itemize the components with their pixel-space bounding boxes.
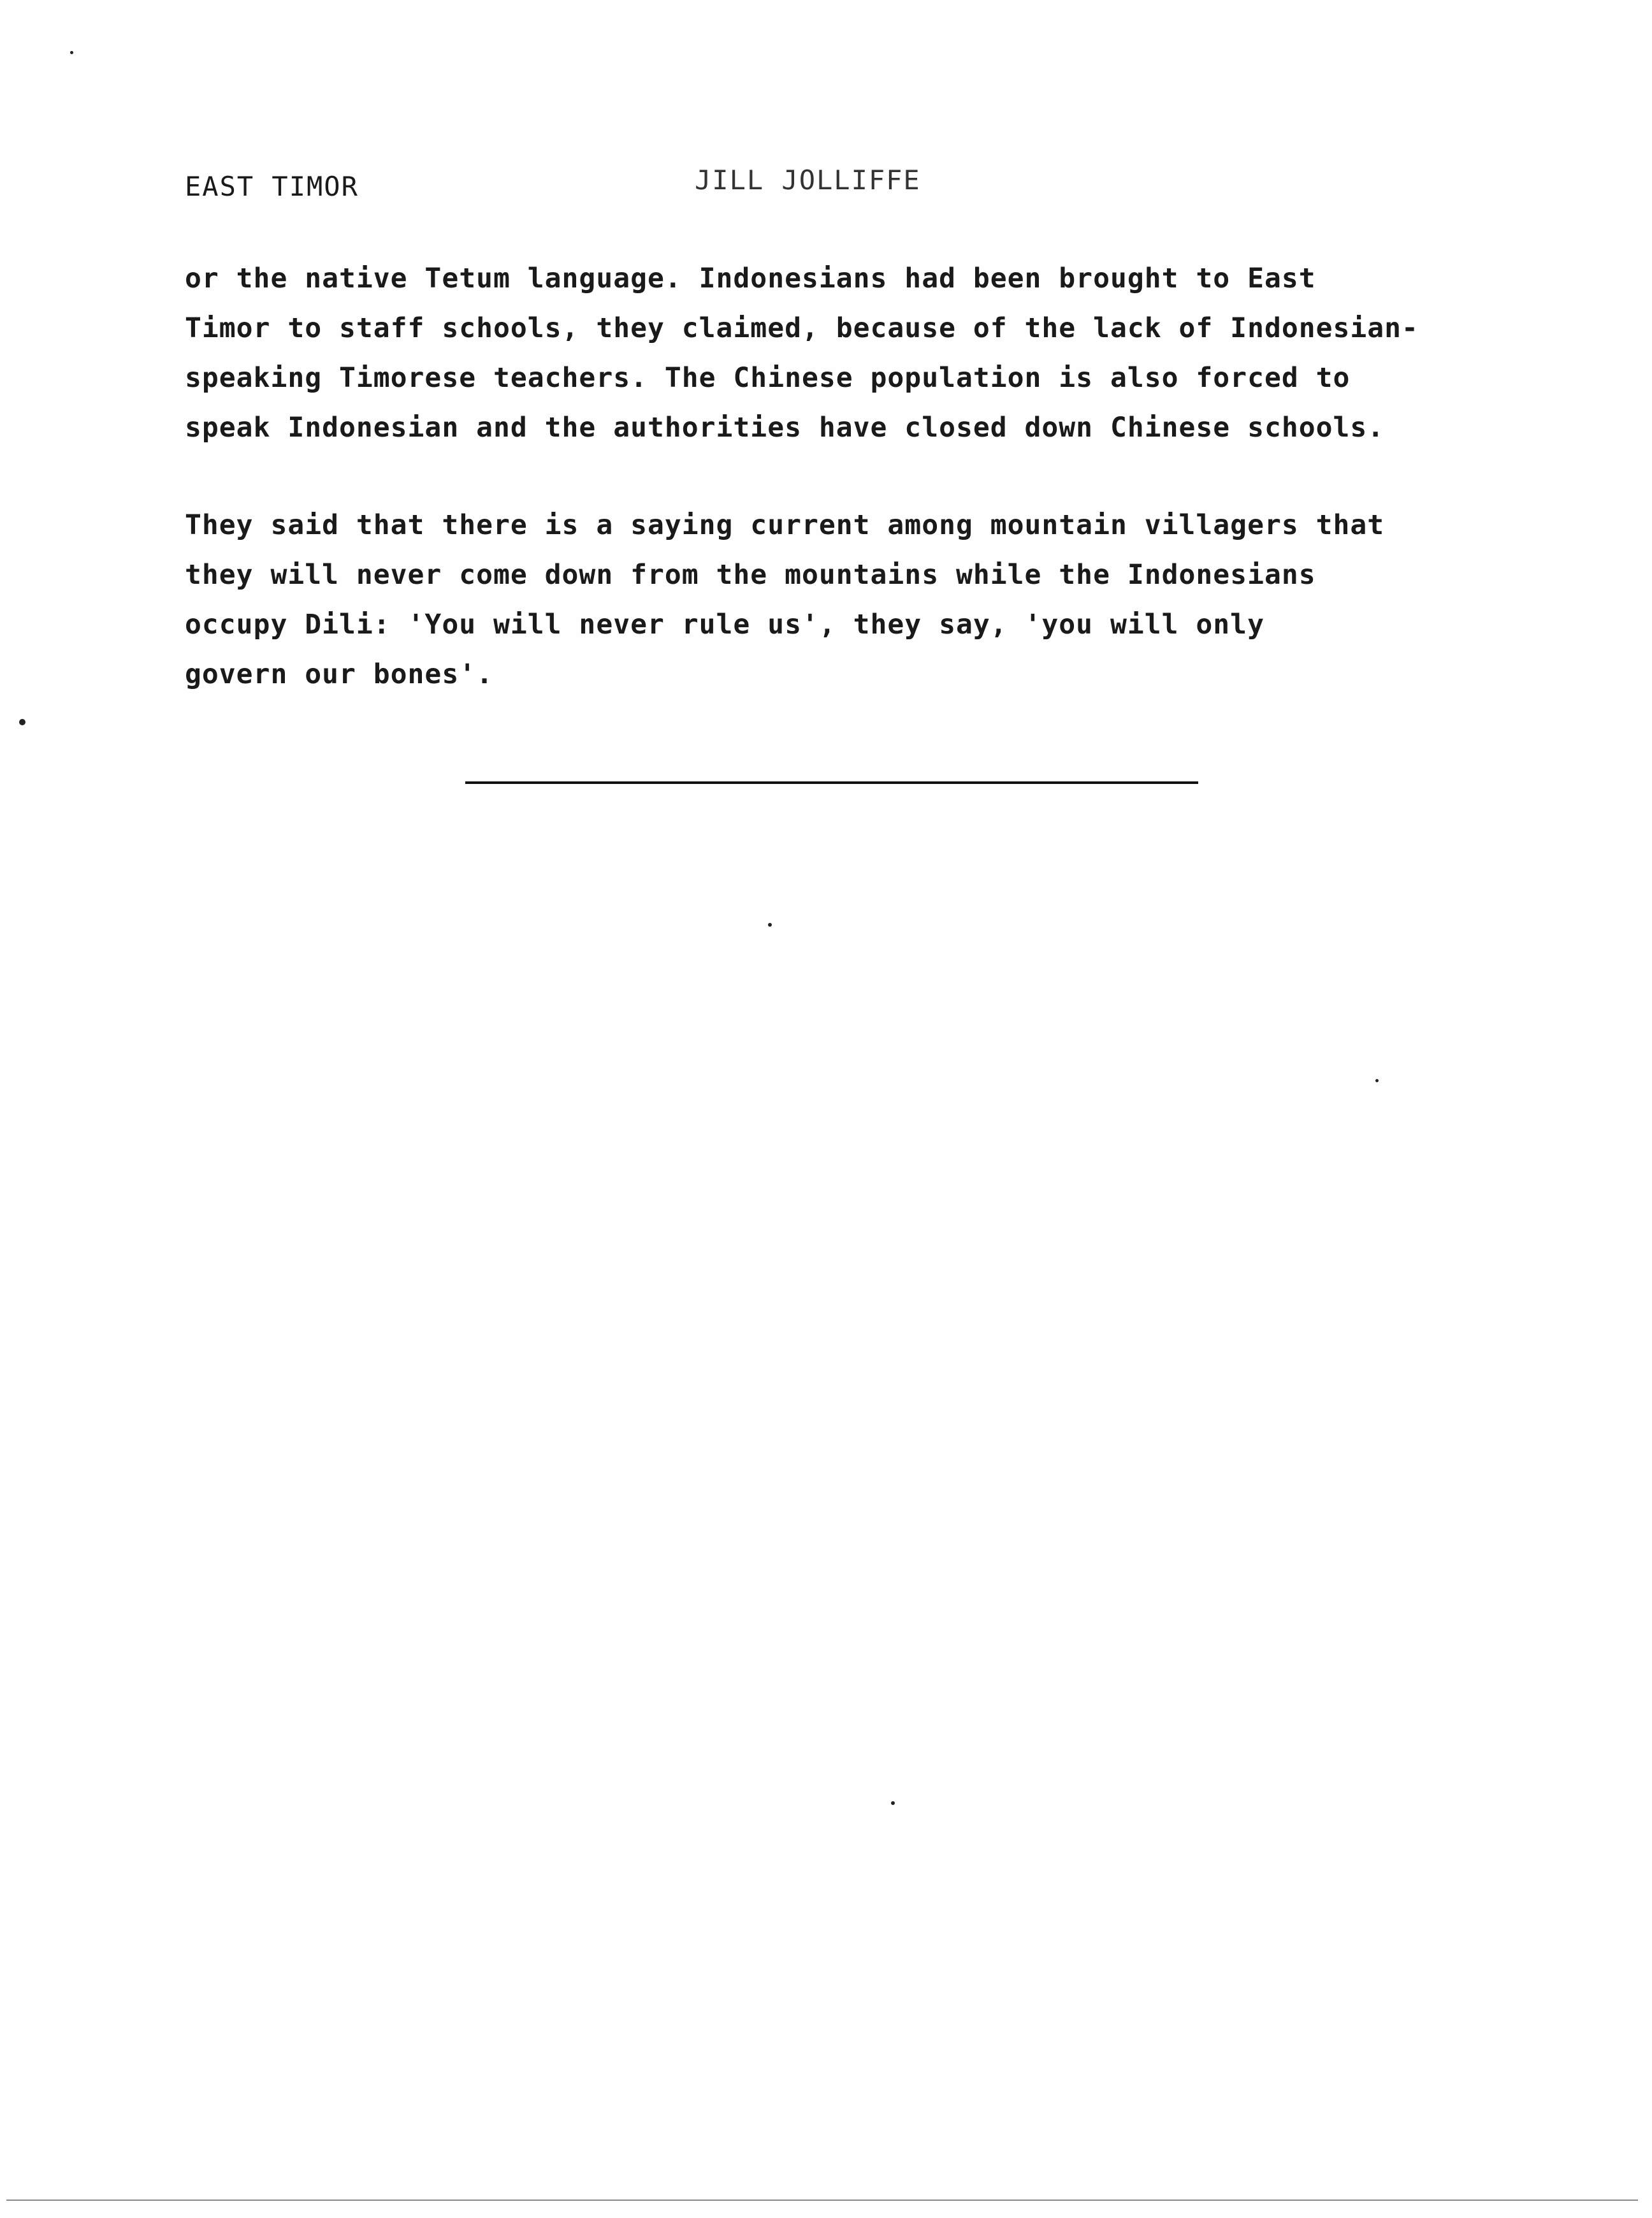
paragraph-1 [185, 254, 1587, 453]
page-header [185, 164, 1332, 209]
scan-speck [1375, 1079, 1379, 1082]
paragraph-line: speaking Timorese teachers. The Chinese population is also forced to [185, 362, 1351, 394]
scan-speck [768, 923, 772, 927]
scan-edge-line [6, 2200, 1638, 2201]
paragraph-line: or the native Tetum language. Indonesians had been brought to East [185, 263, 1316, 294]
paragraph-line: occupy Dili: 'You will never rule us', they say, 'you will only [185, 609, 1264, 641]
header-author: JILL JOLLIFFE [695, 164, 921, 196]
header-title: EAST TIMOR [185, 171, 359, 202]
paragraph-line: speak Indonesian and the authorities have closed down Chinese schools. [185, 412, 1385, 444]
paragraph-line: they will never come down from the mountains while the Indonesians [185, 559, 1316, 591]
section-divider [465, 781, 1198, 784]
scan-speck [891, 1801, 895, 1805]
scan-speck [19, 719, 25, 725]
scan-speck [70, 51, 73, 54]
paragraph-line: They said that there is a saying current among mountain villagers that [185, 509, 1385, 541]
paragraph-line: govern our bones'. [185, 658, 493, 690]
paragraph-2 [185, 500, 1587, 699]
paragraph-line: Timor to staff schools, they claimed, because of the lack of Indonesian- [185, 312, 1419, 344]
